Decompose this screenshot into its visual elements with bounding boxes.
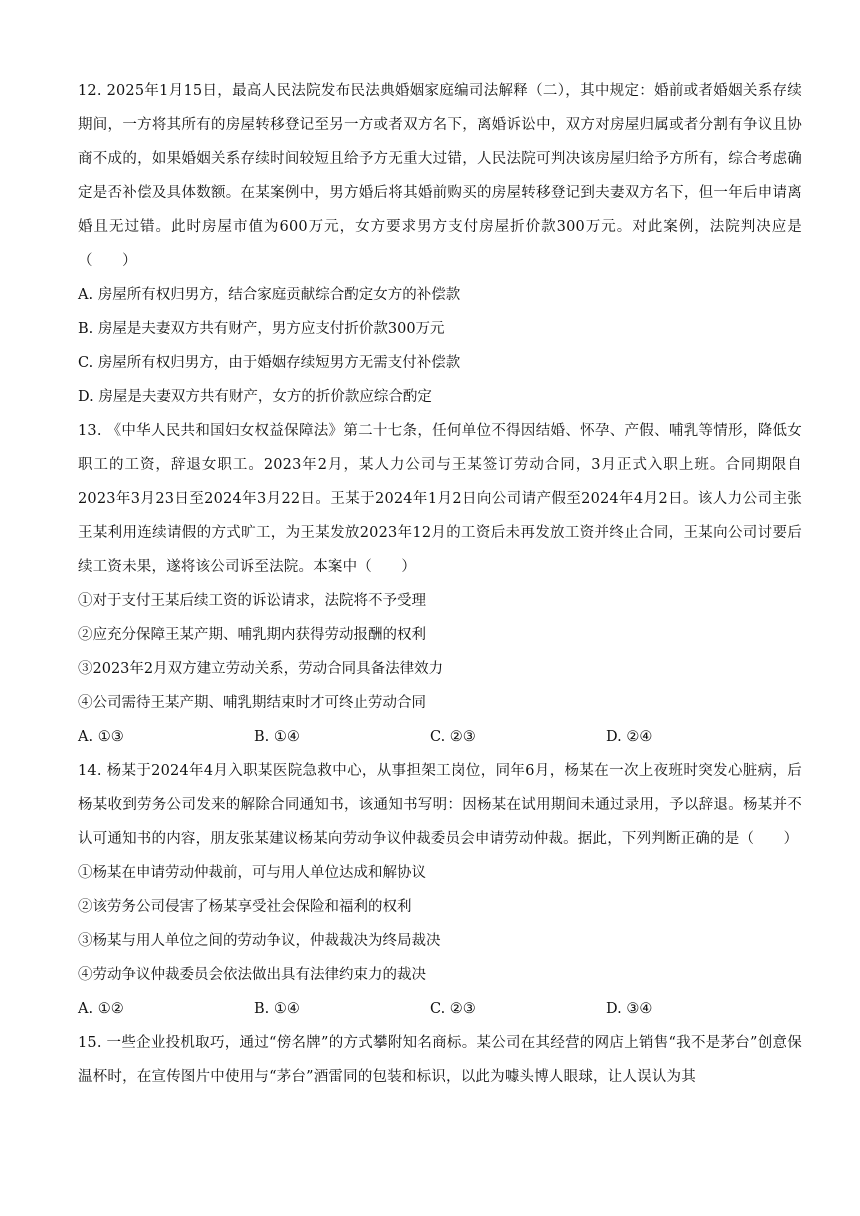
answer-option: A. 房屋所有权归男方，结合家庭贡献综合酌定女方的补偿款 — [78, 287, 461, 303]
answer-choice: A. ①② — [78, 1001, 124, 1017]
question-stem: 13. 《中华人民共和国妇女权益保障法》第二十七条，任何单位不得因结婚、怀孕、产假、哺乳等情形，降低女职工的工资，辞退女职工。2023年2月，某人力公司与王某签订劳动合同，3月正式入职上班。合同期限自2023年3月23日至2024年3月22日。王某于2024年1月2日向公司请产假至2024年4月2日。该人力公司主张王某利用连续请假的方式旷工，为王某发放2023年12月的工资后未再发放工资并终止合同，王某向公司讨要后续工资未果，遂将该公司诉至法院。本案中（ ） — [78, 423, 802, 575]
answer-choice: B. ①④ — [254, 729, 300, 745]
question-14 — [78, 754, 802, 1026]
question-stem: 14. 杨某于2024年4月入职某医院急救中心，从事担架工岗位，同年6月，杨某在一次上夜班时突发心脏病，后杨某收到劳务公司发来的解除合同通知书，该通知书写明：因杨某在试用期间未通过录用，予以辞退。杨某并不认可通知书的内容，朋友张某建议杨某向劳动争议仲裁委员会申请劳动仲裁。据此，下列判断正确的是（ ） — [78, 763, 802, 847]
question-stem: 12. 2025年1月15日，最高人民法院发布民法典婚姻家庭编司法解释（二），其中规定：婚前或者婚姻关系存续期间，一方将其所有的房屋转移登记至另一方或者双方名下，离婚诉讼中，双方对房屋归属或者分割有争议且协商不成的，如果婚姻关系存续时间较短且给予方无重大过错，人民法院可判决该房屋归给予方所有，综合考虑确定是否补偿及具体数额。在某案例中，男方婚后将其婚前购买的房屋转移登记到夫妻双方名下，但一年后申请离婚且无过错。此时房屋市值为600万元，女方要求男方支付房屋折价款300万元。对此案例，法院判决应是（ ） — [78, 83, 802, 269]
answer-choice: C. ②③ — [430, 1001, 476, 1017]
statement-item: ④公司需待王某产期、哺乳期结束时才可终止劳动合同 — [78, 695, 426, 711]
answer-choices — [78, 720, 802, 754]
question-12 — [78, 74, 802, 414]
answer-choice: D. ③④ — [606, 1001, 653, 1017]
statement-item: ②应充分保障王某产期、哺乳期内获得劳动报酬的权利 — [78, 627, 426, 643]
answer-choices — [78, 992, 802, 1026]
statement-item: ③2023年2月双方建立劳动关系，劳动合同具备法律效力 — [78, 661, 444, 677]
question-stem: 15. 一些企业投机取巧，通过“傍名牌”的方式攀附知名商标。某公司在其经营的网店上销售“我不是茅台”创意保温杯时，在宣传图片中使用与“茅台”酒雷同的包装和标识，以此为噱头博人眼球，让人误认为其 — [78, 1035, 802, 1085]
statement-item: ③杨某与用人单位之间的劳动争议，仲裁裁决为终局裁决 — [78, 933, 441, 949]
answer-choice: B. ①④ — [254, 1001, 300, 1017]
statement-item: ①杨某在申请劳动仲裁前，可与用人单位达成和解协议 — [78, 865, 426, 881]
question-15 — [78, 1026, 802, 1094]
answer-choice: C. ②③ — [430, 729, 476, 745]
answer-option: B. 房屋是夫妻双方共有财产，男方应支付折价款300万元 — [78, 321, 445, 337]
statement-item: ②该劳务公司侵害了杨某享受社会保险和福利的权利 — [78, 899, 412, 915]
answer-option: C. 房屋所有权归男方，由于婚姻存续短男方无需支付补偿款 — [78, 355, 461, 371]
question-13 — [78, 414, 802, 754]
answer-choice: D. ②④ — [606, 729, 653, 745]
answer-choice: A. ①③ — [78, 729, 124, 745]
statement-item: ④劳动争议仲裁委员会依法做出具有法律约束力的裁决 — [78, 967, 426, 983]
statement-item: ①对于支付王某后续工资的诉讼请求，法院将不予受理 — [78, 593, 426, 609]
exam-page — [78, 74, 802, 1094]
answer-option: D. 房屋是夫妻双方共有财产，女方的折价款应综合酌定 — [78, 389, 432, 405]
